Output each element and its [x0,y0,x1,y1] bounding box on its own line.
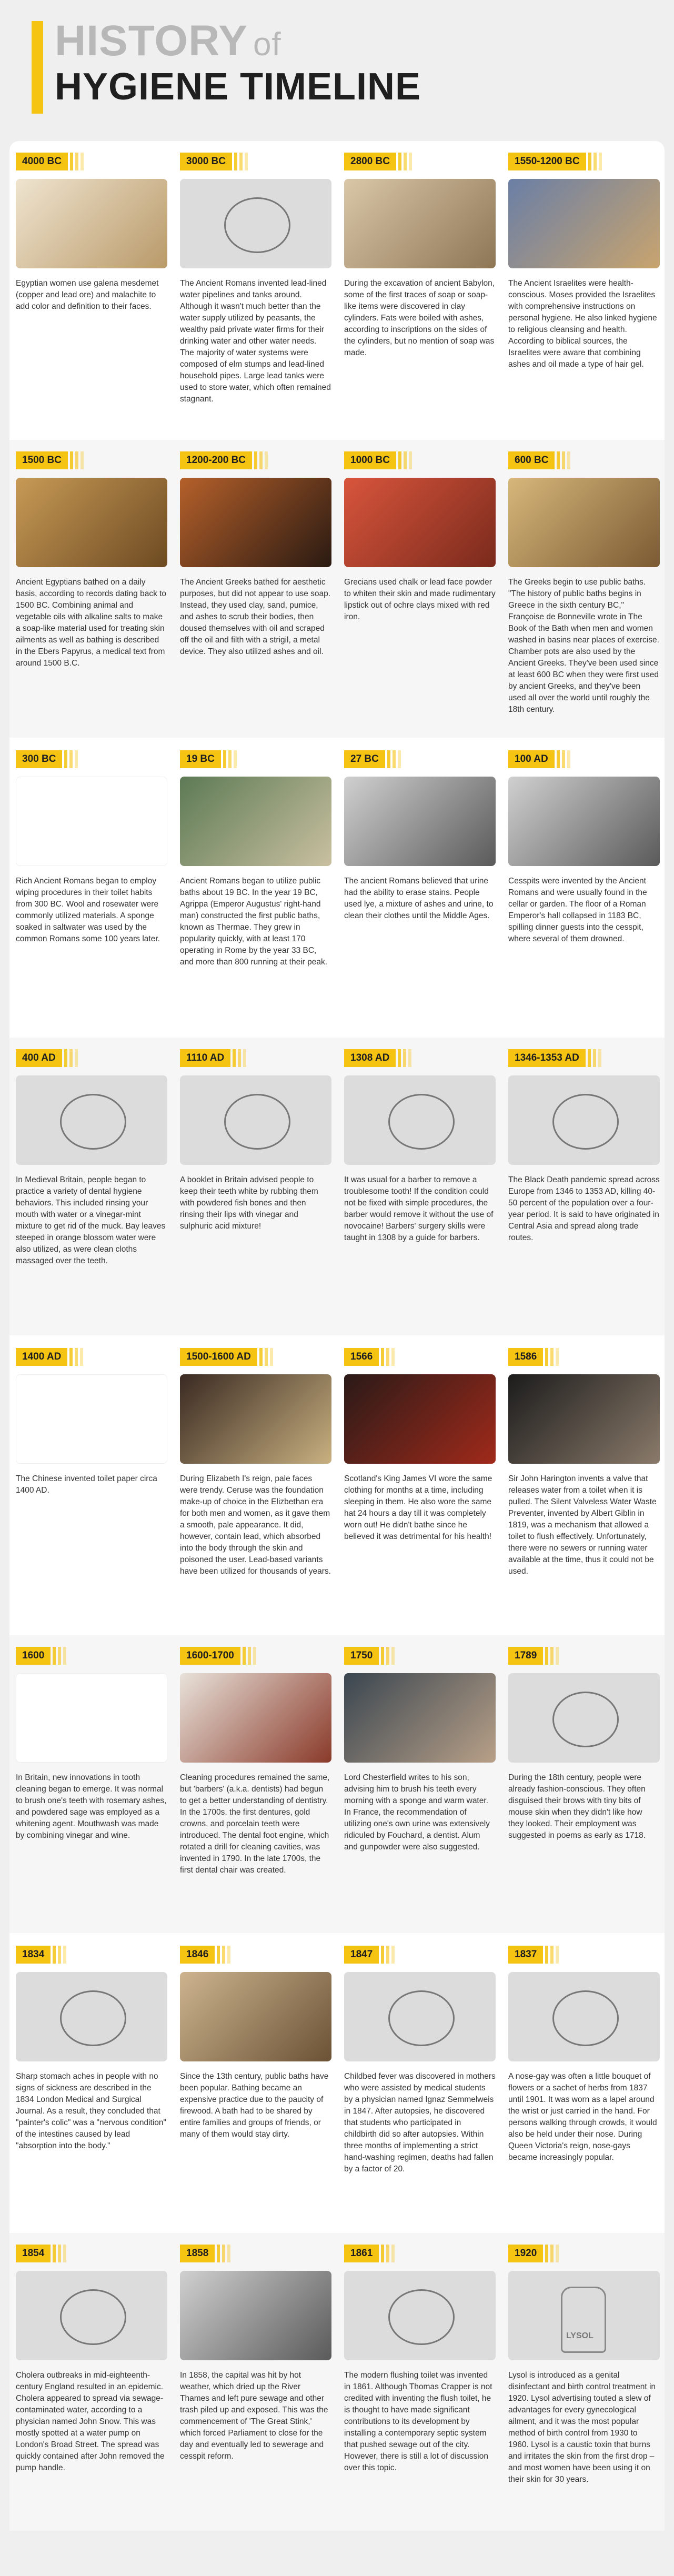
bottle-icon [561,2287,606,2353]
entry-image [344,478,496,567]
tag-stripe [63,2245,66,2262]
entry-description: Ancient Romans began to utilize public baths about 19 BC. In the year 19 BC, Agrippa (Emperor Augustus' right-hand man) constructed the first public baths, known as Thermae. They grew in popularity quickly, with at least 170 operating in Rome by the year 33 BC, and more than 800 running at their peak. [180,877,328,967]
entry-description: Since the 13th century, public baths have been popular. Bathing became an expensive practice due to the paucity of firewood. A bath had to be shared by entire families and groups of friends, or many of them would stay dirty. [180,2072,329,2139]
tag-stripe [567,750,570,768]
entry-description: The Ancient Romans invented lead-lined water pipelines and tanks around. Although it wasn't much better than the water supply utilized by peasants, the wealthy paid private water firms for their drinking water and other water needs. The majority of water systems were composed of elm stumps and lead-lined household pipes. Large lead tanks were used to store water, which often remained stagnant. [180,279,331,404]
date-tag [16,1348,83,1366]
timeline-panel [9,141,665,2527]
illustration-icon [60,1094,126,1150]
entry-description: During Elizabeth I's reign, pale faces were trendy. Ceruse was the foundation make-up of choice in the Elizbethan era for both men and women, as it gave them a smooth, pale appearance. It did, however, contain lead, which absorbed into the body through the skin and poisoned the user. Lead-based variants have been utilized for thousands of years. [180,1474,331,1576]
timeline-card [344,1049,496,1381]
entry-image [16,2271,167,2360]
timeline-row [9,1934,665,2232]
tag-stripe [53,2245,56,2262]
entry-image [16,1374,167,1464]
tag-stripe [63,1946,66,1964]
illustration-icon [552,1692,619,1747]
tag-stripe [567,451,570,469]
entry-description: Scotland's King James VI wore the same clothing for months at a time, including sleeping in them. He also wore the same hat 24 hours a day till it was completely worn out! He didn't bathe since he believed it was detrimental for his health! [344,1474,492,1541]
tag-stripe [75,1348,78,1366]
timeline-card [344,1946,496,2277]
tag-stripe [588,1049,591,1067]
tag-stripe [58,1647,61,1665]
date-tag [16,1049,78,1067]
tag-stripe [53,1946,56,1964]
tag-stripe [386,1647,389,1665]
timeline-row [9,141,665,439]
tag-stripe [53,1647,56,1665]
timeline-card [16,1348,167,1679]
tag-stripe [75,451,78,469]
timeline-row [9,2233,665,2531]
entry-image [508,179,660,268]
date-label: 1789 [508,1647,543,1665]
entry-description: The Black Death pandemic spread across Europe from 1346 to 1353 AD, killing 40-50 percent of the population over a four-year period. It is said to have originated in Central Asia and spread along trade routes. [508,1175,660,1242]
timeline-card [508,750,660,1082]
entry-description: In Britain, new innovations in tooth cleaning began to emerge. It was normal to brush one's teeth with rosemary ashes, and powdered sage was employed as a whitening agent. Mouthwash was made by combining vinegar and wine. [16,1773,167,1840]
entry-image [180,2271,331,2360]
date-label: 100 AD [508,750,555,768]
entry-description: It was usual for a barber to remove a troublesome tooth! If the condition could not be fixed with simple procedures, the barber would remove it without the use of novocaine! Barbers' surgery skills were taught in 1308 by a guide for barbers. [344,1175,494,1242]
tag-stripe [599,153,602,170]
tag-stripe [593,1049,596,1067]
entry-image [16,1972,167,2061]
tag-stripe [556,1946,559,1964]
tag-stripe [381,1647,384,1665]
entry-image [16,1673,167,1763]
date-label: 1847 [344,1946,379,1964]
entry-image [508,478,660,567]
tag-stripe [69,1348,73,1366]
entry-description: A nose-gay was often a little bouquet of flowers or a sachet of herbs from 1837 until 1901. It was worn as a lapel around the wrist or just carried in the hand. For persons walking through crowds, it would also be held under their nose. During Queen Victoria's reign, nose-gays became increasingly popular. [508,2072,657,2162]
date-tag [180,750,237,768]
timeline-card [508,451,660,783]
illustration-icon [552,1094,619,1150]
timeline-row [9,440,665,738]
tag-stripe [409,451,412,469]
tag-stripe [398,750,401,768]
title-of: of [253,26,281,63]
tag-stripe [245,153,248,170]
date-tag [180,1348,273,1366]
timeline-row [9,1336,665,1634]
date-tag [508,153,602,170]
illustration-icon [60,1990,126,2046]
date-label: 19 BC [180,750,221,768]
illustration-icon [552,1990,619,2046]
tag-stripe [381,1946,384,1964]
timeline-card [344,2245,496,2576]
entry-description: Childbed fever was discovered in mothers who were assisted by medical students by a physician named Ignaz Semmelweis in 1847. After autopsies, he discovered that students who participated in childbirth did so after autopsies. Within three months of implementing a strict hand-washing regimen, deaths had fallen by a factor of 20. [344,2072,496,2174]
date-label: 1346-1353 AD [508,1049,586,1067]
timeline-card [344,1647,496,1978]
tag-stripe [593,153,597,170]
date-tag [344,750,401,768]
tag-stripe [228,750,232,768]
entry-description: Egyptian women use galena mesdemet (copper and lead ore) and malachite to add color and definition to their faces. [16,279,159,311]
timeline-card [180,750,331,1082]
entry-image [344,2271,496,2360]
tag-stripe [556,2245,559,2262]
tag-stripe [75,750,78,768]
illustration-icon [388,2289,455,2345]
date-label: 1586 [508,1348,543,1366]
date-label: 1837 [508,1946,543,1964]
tag-stripe [387,750,390,768]
tag-stripe [391,1348,395,1366]
date-label: 1846 [180,1946,215,1964]
date-tag [344,1049,411,1067]
tag-stripe [403,1049,406,1067]
date-label: 1200-200 BC [180,451,252,469]
tag-stripe [391,1946,395,1964]
date-label: 1400 AD [16,1348,67,1366]
tag-stripe [248,1647,251,1665]
date-tag [344,153,412,170]
date-tag [16,750,78,768]
timeline-card [508,1946,660,2277]
entry-image [508,1673,660,1763]
tag-stripe [58,1946,61,1964]
entry-description: Grecians used chalk or lead face powder to whiten their skin and made rudimentary lipstick out of ochre clays mixed with red iron. [344,578,496,621]
tag-stripe [217,2245,220,2262]
timeline-card [180,1348,331,1679]
date-label: 1920 [508,2245,543,2262]
tag-stripe [243,1647,246,1665]
tag-stripe [404,451,407,469]
date-label: 1566 [344,1348,379,1366]
tag-stripe [550,1946,554,1964]
date-label: 1110 AD [180,1049,230,1067]
tag-stripe [557,750,560,768]
date-label: 27 BC [344,750,385,768]
date-label: 1854 [16,2245,51,2262]
tag-stripe [253,1647,256,1665]
timeline-card [16,750,167,1082]
timeline-card [180,153,331,484]
entry-image [508,2271,660,2360]
title-line1: HISTORY of [55,17,281,65]
date-label: 1600-1700 [180,1647,240,1665]
entry-image [508,1374,660,1464]
date-label: 1500 BC [16,451,68,469]
date-tag [508,451,570,469]
timeline-card [344,153,496,484]
tag-stripe [243,1049,246,1067]
entry-image [180,1374,331,1464]
date-tag [180,1647,256,1665]
tag-stripe [404,153,407,170]
tag-stripe [217,1946,220,1964]
illustration-icon [224,1094,290,1150]
tag-stripe [265,1348,268,1366]
entry-image [344,179,496,268]
date-tag [508,1348,559,1366]
tag-stripe [398,153,401,170]
timeline-card [16,153,167,484]
date-label: 300 BC [16,750,62,768]
tag-stripe [270,1348,273,1366]
date-label: 4000 BC [16,153,68,170]
tag-stripe [238,1049,241,1067]
entry-image [344,777,496,866]
timeline-card [16,2245,167,2576]
tag-stripe [391,1647,395,1665]
tag-stripe [562,451,565,469]
entry-image [16,1075,167,1165]
entry-image [344,1972,496,2061]
date-tag [180,2245,230,2262]
entry-image [180,1075,331,1165]
date-label: 1550-1200 BC [508,153,586,170]
date-tag [180,1049,246,1067]
illustration-icon [224,197,290,253]
illustration-icon [60,2289,126,2345]
date-tag [344,2245,395,2262]
date-tag [16,2245,66,2262]
entry-image [344,1673,496,1763]
entry-description: Sir John Harington invents a valve that releases water from a toilet when it is pulled. The Silent Valveless Water Waste Preventer, invented by Albert Giblin in 1819, was a mechanism that allowed a toilet to flush effectively. Unfortunately, there were no sewers or running water available at the time, thus it could not be used. [508,1474,657,1576]
entry-description: Lysol is introduced as a genital disinfectant and birth control treatment in 1920. Lysol advertising touted a slew of advantages for every gynecological ailment, and it was the most popular method of birth control from 1930 to 1960. Lysol is a caustic toxin that burns and irritates the skin from the first drop – and most women have been using it on their skin for 30 years. [508,2371,656,2484]
date-tag [508,1049,601,1067]
entry-image [344,1374,496,1464]
tag-stripe [562,750,565,768]
tag-stripe [63,1647,66,1665]
entry-description: Lord Chesterfield writes to his son, advising him to brush his teeth every morning with a sponge and warm water. In France, the recommendation of utilizing one's own urine was extensively ridiculed by Fouchard, a dentist. Alum and gunpowder were also suggested. [344,1773,490,1852]
entry-image [16,478,167,567]
tag-stripe [234,153,237,170]
entry-image [508,1075,660,1165]
date-tag [508,1946,559,1964]
tag-stripe [70,153,73,170]
timeline-row [9,1635,665,1933]
title-line2: HYGIENE TIMELINE [55,66,421,108]
entry-image [508,1972,660,2061]
timeline-card [180,1946,331,2277]
tag-stripe [409,153,412,170]
date-label: 1000 BC [344,451,396,469]
timeline-card [344,451,496,783]
entry-image [180,1972,331,2061]
tag-stripe [550,2245,554,2262]
entry-image [180,478,331,567]
entry-description: In 1858, the capital was hit by hot weather, which dried up the River Thames and left pure sewage and other trash piled up and exposed. This was the commencement of 'The Great Stink,' which forced Parliament to close for the day and eventually led to sewerage and cesspit reform. [180,2371,328,2461]
timeline-card [344,750,496,1082]
date-tag [508,750,570,768]
timeline-card [180,2245,331,2576]
entry-description: Cesspits were invented by the Ancient Romans and were usually found in the cellar or garden. The floor of a Roman Emperor's hall collapsed in 1183 BC, spilling dinner guests into the cesspit, where several of them drowned. [508,877,647,943]
entry-description: The Ancient Greeks bathed for aesthetic purposes, but did not appear to use soap. Instead, they used clay, sand, pumice, and ashes to scrub their bodies, then doused themselves with oil and scraped off the oil and filth with a strigil, a metal device. They also utilized ashes and oil. [180,578,331,656]
date-tag [180,153,248,170]
tag-stripe [386,1348,389,1366]
timeline-card [16,1946,167,2277]
entry-image [344,1075,496,1165]
timeline-card [508,1348,660,1679]
timeline-card [16,451,167,783]
date-label: 1500-1600 AD [180,1348,257,1366]
tag-stripe [550,1348,554,1366]
tag-stripe [64,1049,67,1067]
tag-stripe [70,451,73,469]
tag-stripe [69,1049,73,1067]
date-tag [344,451,412,469]
tag-stripe [81,153,84,170]
tag-stripe [223,750,226,768]
date-label: 400 AD [16,1049,62,1067]
entry-description: During the excavation of ancient Babylon, some of the first traces of soap or soap-like items were discovered in clay cylinders. Fats were boiled with ashes, according to inscriptions on the sides of the cylinders, but no mention of soap was made. [344,279,495,357]
tag-stripe [550,1647,554,1665]
tag-stripe [391,2245,395,2262]
tag-stripe [556,1348,559,1366]
date-tag [180,1946,230,1964]
tag-stripe [545,1348,548,1366]
tag-stripe [408,1049,411,1067]
tag-stripe [557,451,560,469]
entry-description: The ancient Romans believed that urine had the ability to erase stains. People used lye, a mixture of ashes and urine, to clean their clothes until the Middle Ages. [344,877,494,920]
timeline-card [508,153,660,484]
tag-stripe [259,1348,263,1366]
date-tag [16,1647,66,1665]
tag-stripe [545,2245,548,2262]
date-tag [16,153,84,170]
header [0,0,674,139]
timeline-card [344,1348,496,1679]
tag-stripe [254,451,257,469]
timeline-card [16,1647,167,1978]
tag-stripe [239,153,243,170]
timeline-card [180,1647,331,1978]
tag-stripe [398,451,401,469]
entry-description: Rich Ancient Romans began to employ wiping procedures in their toilet habits from 300 BC. Wool and rosewater were commonly utilized materials. A sponge soaked in saltwater was used by the common Romans some 100 years later. [16,877,160,943]
entry-description: The modern flushing toilet was invented in 1861. Although Thomas Crapper is not credited with inventing the flush toilet, he is thought to have made significant contributions to its development by installing a contemporary septic system that pushed sewage out of the city. However, there is still a lot of discussion over this topic. [344,2371,492,2472]
tag-stripe [227,2245,230,2262]
tag-stripe [69,750,73,768]
tag-stripe [381,2245,384,2262]
tag-stripe [545,1647,548,1665]
tag-stripe [234,750,237,768]
entry-image [16,179,167,268]
tag-stripe [222,1946,225,1964]
tag-stripe [81,451,84,469]
entry-image [16,777,167,866]
entry-description: The Chinese invented toilet paper circa 1400 AD. [16,1474,157,1495]
entry-description: In Medieval Britain, people began to practice a variety of dental hygiene behaviors. This included rinsing your mouth with water or a vinegar-mint mixture to get rid of the muck. Bay leaves steeped in orange blossom water were also utilized, as were clean cloths massaged over the teeth. [16,1175,166,1265]
date-tag [16,451,84,469]
entry-description: A booklet in Britain advised people to keep their teeth white by rubbing them with powdered fish bones and then rinsing their lips with vinegar and sulphuric acid mixture! [180,1175,318,1231]
timeline-card [16,1049,167,1381]
entry-image [180,179,331,268]
entry-description: The Greeks begin to use public baths. "The history of public baths begins in Greece in the sixth century BC," Françoise de Bonneville wrote in The Book of the Bath when men and women washed in basins near places of exercise. Chamber pots are also used by the Ancient Greeks. They've been used since at least 600 BC when they were first used by ancient Greeks, and they've been used all over the world until roughly the 18th century. [508,578,659,714]
tag-stripe [386,2245,389,2262]
timeline-card [180,1049,331,1381]
tag-stripe [598,1049,601,1067]
entry-description: Ancient Egyptians bathed on a daily basis, according to records dating back to 1500 BC. Combining animal and vegetable oils with alkaline salts to make a soap-like material used for treating skin ailments as well as bathing is described in the Ebers Papyrus, a medical text from around 1500 B.C. [16,578,167,668]
entry-description: Cholera outbreaks in mid-eighteenth-century England resulted in an epidemic. Cholera appeared to spread via sewage-contaminated water, according to a physician named John Snow. This was mostly spotted at a water pump on London's Broad Street. The spread was quickly contained after John removed the pump handle. [16,2371,165,2472]
date-tag [508,2245,559,2262]
lysol-bottle-label: LYSOL [566,2331,593,2340]
tag-stripe [233,1049,236,1067]
illustration-icon [388,1094,455,1150]
timeline-card [180,451,331,783]
date-label: 1750 [344,1647,379,1665]
date-label: 1858 [180,2245,215,2262]
tag-stripe [265,451,268,469]
tag-stripe [393,750,396,768]
date-tag [344,1647,395,1665]
date-tag [344,1348,395,1366]
date-label: 1308 AD [344,1049,396,1067]
tag-stripe [80,1348,83,1366]
timeline-card [508,1647,660,1978]
date-label: 1834 [16,1946,51,1964]
tag-stripe [222,2245,225,2262]
tag-stripe [64,750,67,768]
date-tag [508,1647,559,1665]
date-label: 3000 BC [180,153,232,170]
date-label: 600 BC [508,451,555,469]
tag-stripe [259,451,263,469]
entry-description: Sharp stomach aches in people with no signs of sickness are described in the 1834 London Medical and Surgical Journal. As a result, they concluded that "painter's colic" was a "nervous condition" of the intestines caused by lead "absorption into the body." [16,2072,167,2150]
entry-image [180,1673,331,1763]
tag-stripe [75,153,78,170]
date-label: 1600 [16,1647,51,1665]
tag-stripe [227,1946,230,1964]
date-label: 1861 [344,2245,379,2262]
entry-description: During the 18th century, people were already fashion-conscious. They often disguised their brows with tiny bits of mouse skin when they didn't like how they looked. Their employment was suggested in poems as early as 1718. [508,1773,646,1840]
date-label: 2800 BC [344,153,396,170]
title-accent-bar [32,21,43,114]
tag-stripe [588,153,591,170]
tag-stripe [75,1049,78,1067]
tag-stripe [386,1946,389,1964]
tag-stripe [58,2245,61,2262]
entry-image [508,777,660,866]
tag-stripe [398,1049,401,1067]
entry-description: Cleaning procedures remained the same, but 'barbers' (a.k.a. dentists) had begun to get a better understanding of dentistry. In the 1700s, the first dentures, gold crowns, and porcelain teeth were introduced. The dental foot engine, which rotated a drill for cleaning cavities, was invented in 1790. In the late 1700s, the first dental chair was created. [180,1773,330,1875]
date-tag [16,1946,66,1964]
tag-stripe [556,1647,559,1665]
date-tag [344,1946,395,1964]
timeline-card [508,1049,660,1381]
entry-image [180,777,331,866]
illustration-icon [388,1990,455,2046]
date-tag [180,451,268,469]
timeline-row [9,1038,665,1335]
timeline-row [9,739,665,1037]
tag-stripe [381,1348,384,1366]
entry-description: The Ancient Israelites were health-conscious. Moses provided the Israelites with comprehensive instructions on personal hygiene. He also linked hygiene to religious cleansing and health. According to biblical sources, the Israelites were aware that combining ashes and oil made a type of hair gel. [508,279,657,369]
tag-stripe [545,1946,548,1964]
timeline-card [508,2245,660,2576]
